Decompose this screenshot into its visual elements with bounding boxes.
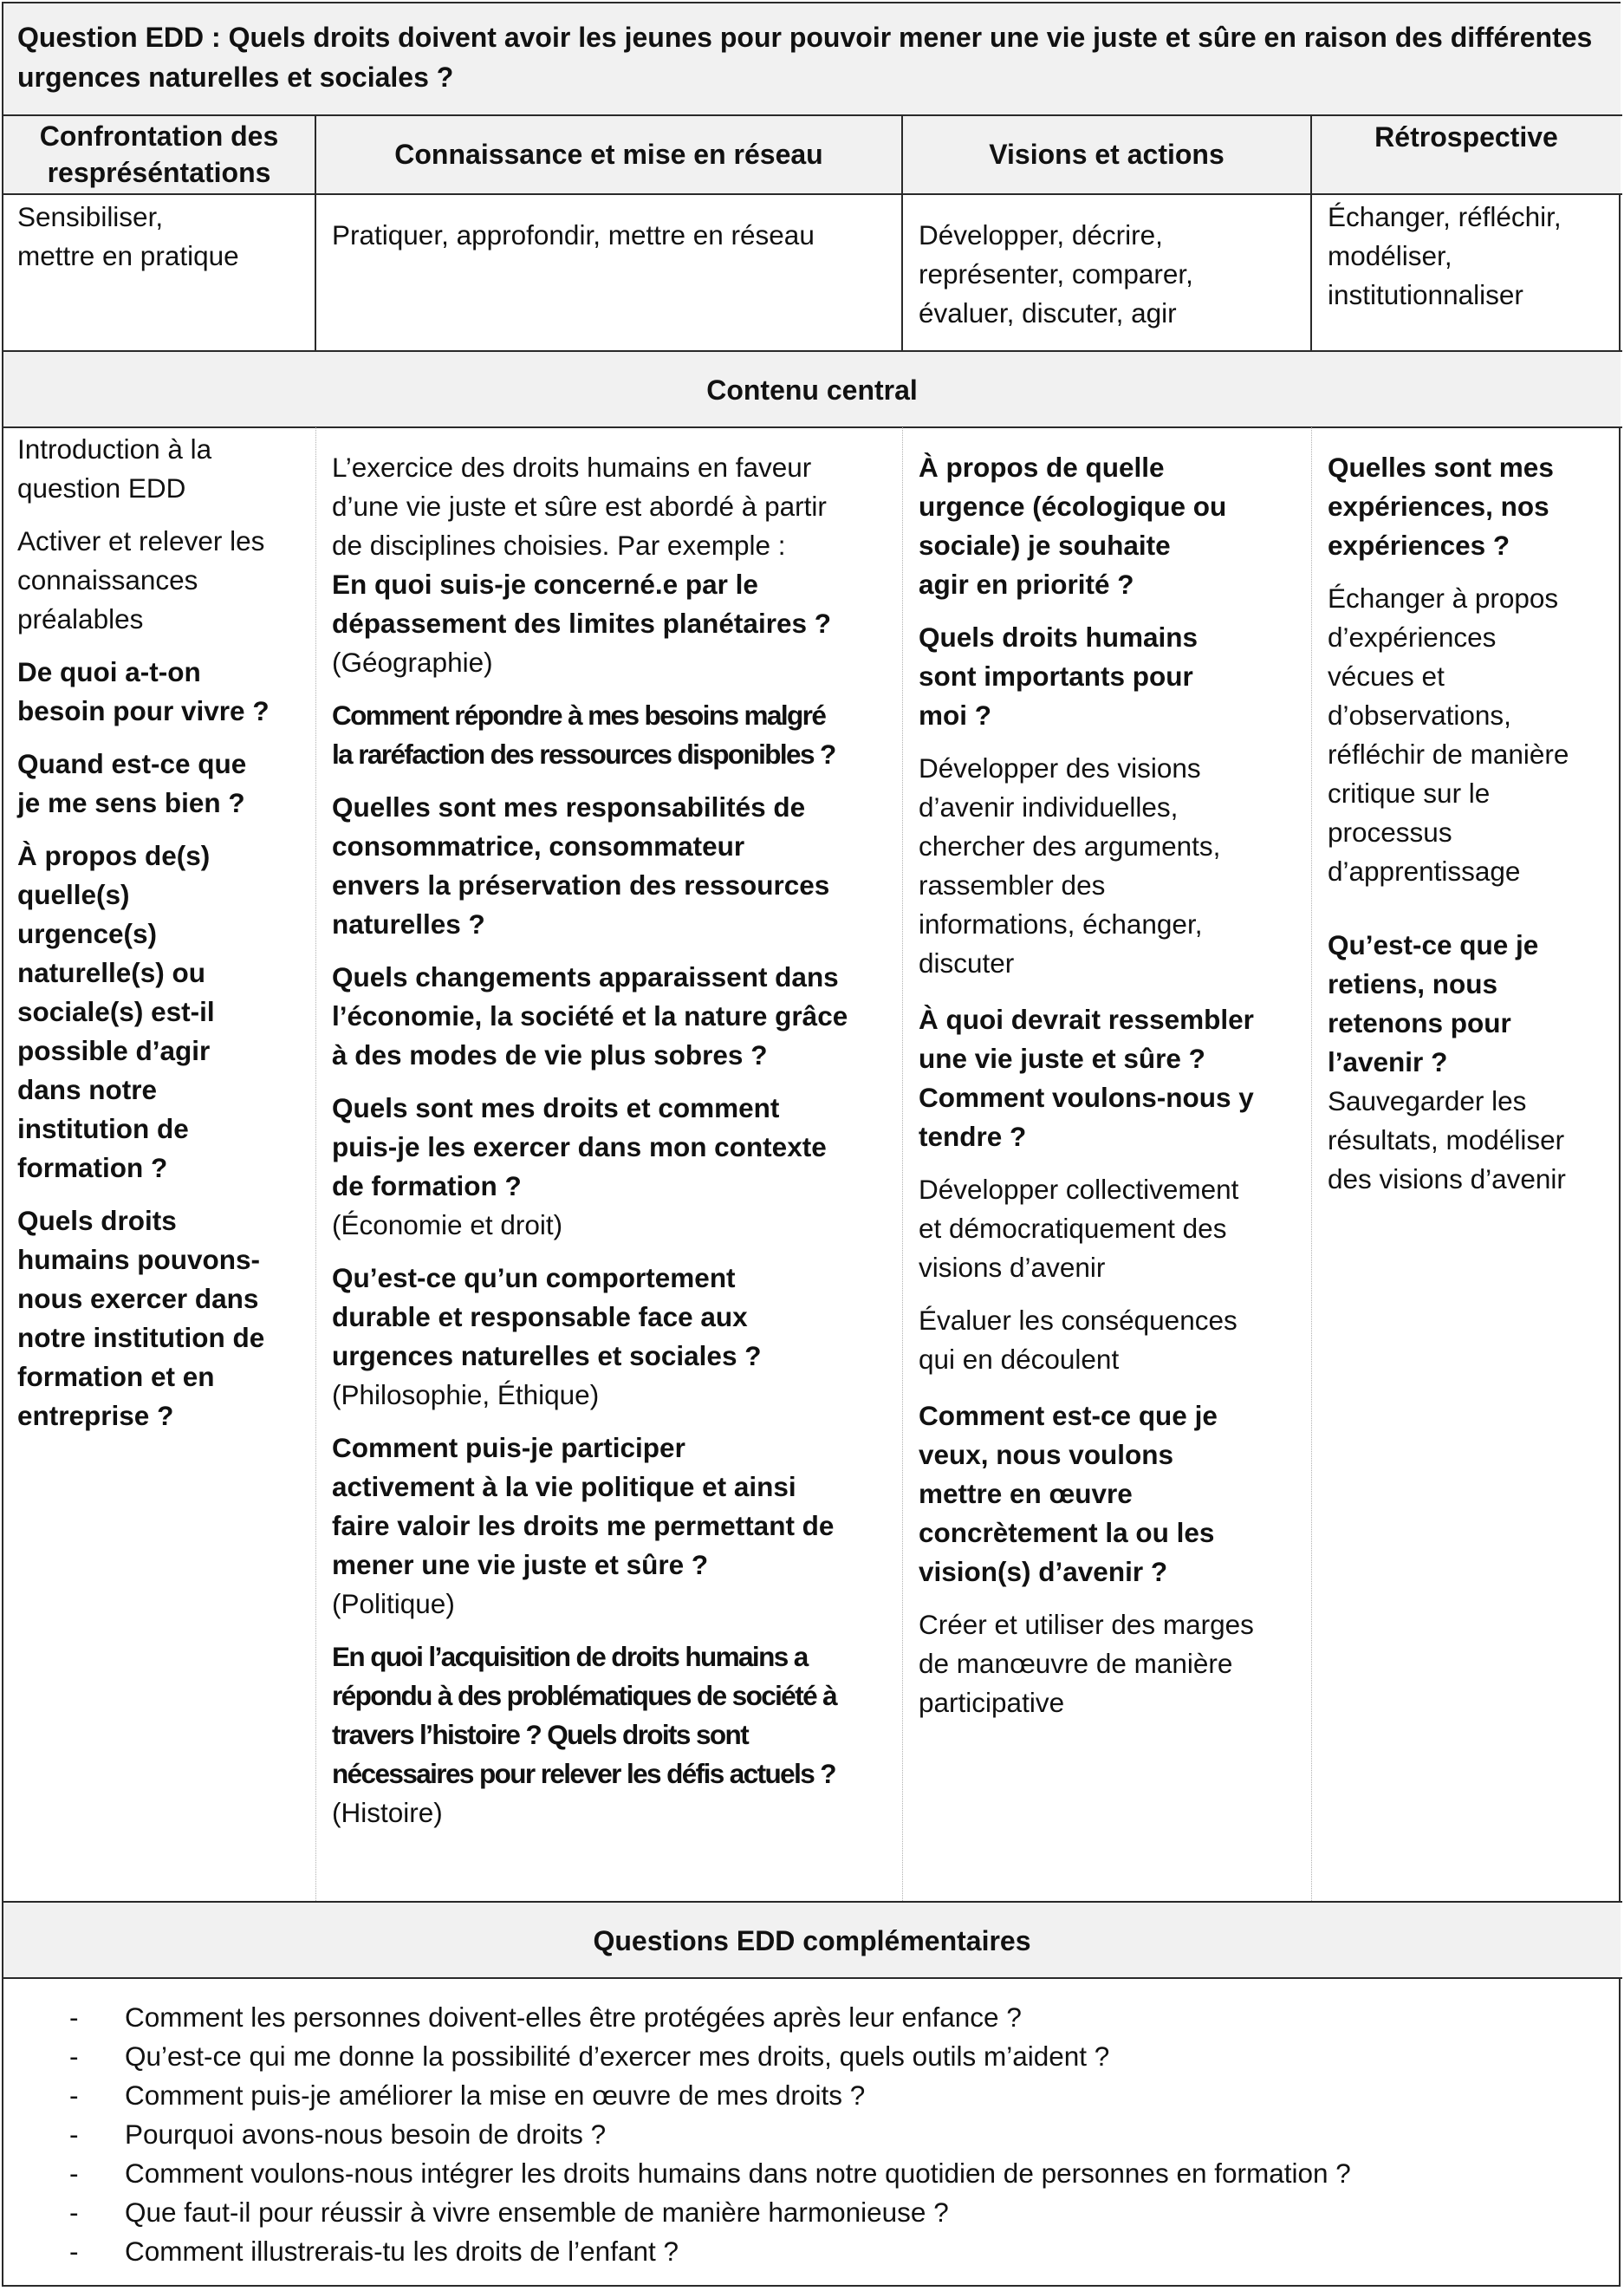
- text-line: réfléchir de manière: [1328, 739, 1569, 770]
- question-line: naturelles ?: [332, 908, 485, 940]
- text-line: Échanger à propos: [1328, 583, 1559, 614]
- question-line: concrètement la ou les: [919, 1517, 1215, 1548]
- text-line: des visions d’avenir: [1328, 1163, 1566, 1194]
- verbs-col-4: [1328, 198, 1562, 315]
- text-line: de disciplines choisies. Par exemple :: [332, 530, 786, 561]
- question-line: urgences naturelles et sociales ?: [332, 1340, 762, 1371]
- text-line: chercher des arguments,: [919, 830, 1221, 862]
- question-line: retiens, nous: [1328, 968, 1498, 999]
- question-line: formation et en: [17, 1361, 215, 1392]
- question-line: Quelles sont mes: [1328, 452, 1554, 483]
- subject-label: (Philosophie, Éthique): [332, 1379, 600, 1410]
- bullet: -: [69, 2158, 79, 2189]
- rule: [2, 350, 1622, 352]
- question-line: mener une vie juste et sûre ?: [332, 1549, 709, 1580]
- question-line: Quels changements apparaissent dans: [332, 961, 839, 993]
- subject-label: (Histoire): [332, 1797, 443, 1828]
- subject-label: (Économie et droit): [332, 1209, 563, 1240]
- question-line: Qu’est-ce qu’un comportement: [332, 1262, 736, 1293]
- extra-question-list: [69, 1998, 1351, 2271]
- question-line: urgence (écologique ou: [919, 491, 1227, 522]
- verb-line: mettre en pratique: [17, 240, 239, 271]
- list-item: [69, 2154, 1351, 2193]
- bullet: -: [69, 2040, 79, 2072]
- content-col-1: [17, 430, 270, 1435]
- column-header-connaissance: Connaissance et mise en réseau: [394, 139, 823, 170]
- question-line: puis-je les exercer dans mon contexte: [332, 1131, 827, 1162]
- verb-line: Échanger, réfléchir,: [1328, 201, 1562, 232]
- text-line: Sauvegarder les: [1328, 1085, 1527, 1116]
- text-line: qui en découlent: [919, 1344, 1120, 1375]
- verbs-col-2: [332, 216, 815, 255]
- question-line: possible d’agir: [17, 1035, 211, 1066]
- list-item: [69, 2037, 1351, 2076]
- subject-label: (Politique): [332, 1588, 455, 1619]
- question-line: notre institution de: [17, 1322, 265, 1353]
- text-line: résultats, modéliser: [1328, 1124, 1565, 1155]
- list-item: [69, 2076, 1351, 2115]
- rule: [2, 426, 1622, 428]
- question-line: Comment répondre à mes besoins malgré: [332, 700, 826, 731]
- question-line: Comment voulons-nous y: [919, 1082, 1254, 1113]
- verbs-col-3: [919, 216, 1193, 333]
- text-line: d’expériences: [1328, 622, 1497, 653]
- column-divider: [1311, 427, 1312, 1901]
- question-line: à des modes de vie plus sobres ?: [332, 1039, 768, 1071]
- question-line: moi ?: [919, 700, 991, 731]
- text-line: informations, échanger,: [919, 908, 1203, 940]
- question-line: besoin pour vivre ?: [17, 695, 270, 726]
- text-line: vécues et: [1328, 661, 1445, 692]
- question-line: À propos de quelle: [919, 452, 1165, 483]
- question-text: Comment illustrerais-tu les droits de l’enfant ?: [125, 2236, 679, 2267]
- text-line: d’observations,: [1328, 700, 1511, 731]
- question-line: veux, nous voulons: [919, 1439, 1174, 1470]
- question-text: Que faut-il pour réussir à vivre ensemble de manière harmonieuse ?: [125, 2197, 949, 2228]
- text-line: Introduction à la: [17, 433, 212, 465]
- content-col-2: [332, 448, 848, 1832]
- question-line: quelle(s): [17, 879, 130, 910]
- verb-line: Développer, décrire,: [919, 219, 1163, 251]
- verbs-col-1: [17, 198, 239, 276]
- verb-line: modéliser,: [1328, 240, 1452, 271]
- text-line: question EDD: [17, 472, 186, 504]
- question-line: Quand est-ce que: [17, 748, 247, 779]
- question-text: Comment les personnes doivent-elles être protégées après leur enfance ?: [125, 2001, 1022, 2033]
- question-line: Quelles sont mes responsabilités de: [332, 791, 806, 823]
- question-line: institution de: [17, 1113, 189, 1144]
- text-line: et démocratiquement des: [919, 1213, 1227, 1244]
- list-item: [69, 2115, 1351, 2154]
- question-line: nécessaires pour relever les défis actuels ?: [332, 1758, 835, 1789]
- text-line: de manœuvre de manière: [919, 1648, 1233, 1679]
- question-line: répondu à des problématiques de société à: [332, 1680, 837, 1711]
- column-header-confrontation: Confrontation des respréséntations: [39, 120, 279, 188]
- extra-title: Questions EDD complémentaires: [593, 1925, 1031, 1956]
- text-line: d’apprentissage: [1328, 856, 1521, 887]
- question-text: Comment voulons-nous intégrer les droits humains dans notre quotidien de personnes en formation ?: [125, 2158, 1351, 2189]
- bullet: -: [69, 2119, 79, 2150]
- rule: [2, 1901, 1622, 1903]
- question-line: Comment est-ce que je: [919, 1400, 1218, 1431]
- question-line: faire valoir les droits me permettant de: [332, 1510, 835, 1541]
- bullet: -: [69, 2197, 79, 2228]
- question-line: agir en priorité ?: [919, 569, 1134, 600]
- question-line: Quels sont mes droits et comment: [332, 1092, 780, 1123]
- content-col-3: [919, 448, 1254, 1722]
- question-line: l’avenir ?: [1328, 1046, 1448, 1077]
- text-line: L’exercice des droits humains en faveur: [332, 452, 812, 483]
- bullet: -: [69, 2001, 79, 2033]
- rule: [2, 193, 1622, 195]
- question-line: dépassement des limites planétaires ?: [332, 608, 831, 639]
- question-text: Qu’est-ce qui me donne la possibilité d’exercer mes droits, quels outils m’aident ?: [125, 2040, 1110, 2072]
- text-line: visions d’avenir: [919, 1252, 1106, 1283]
- question-line: durable et responsable face aux: [332, 1301, 748, 1332]
- subject-label: (Géographie): [332, 647, 493, 678]
- verb-line: Pratiquer, approfondir, mettre en réseau: [332, 219, 815, 251]
- question-text: Pourquoi avons-nous besoin de droits ?: [125, 2119, 607, 2150]
- column-divider: [902, 427, 903, 1901]
- question-line: dans notre: [17, 1074, 158, 1105]
- question-line: une vie juste et sûre ?: [919, 1043, 1205, 1074]
- question-line: mettre en œuvre: [919, 1478, 1133, 1509]
- question-line: Qu’est-ce que je: [1328, 929, 1539, 960]
- question-line: naturelle(s) ou: [17, 957, 206, 988]
- column-header-retrospective: Rétrospective: [1374, 121, 1558, 153]
- question-line: À propos de(s): [17, 840, 211, 871]
- verb-line: représenter, comparer,: [919, 258, 1193, 290]
- question-text: Comment puis-je améliorer la mise en œuvre de mes droits ?: [125, 2079, 866, 2111]
- question-line: En quoi suis-je concerné.e par le: [332, 569, 758, 600]
- text-line: Développer collectivement: [919, 1174, 1239, 1205]
- question-line: formation ?: [17, 1152, 168, 1183]
- content-col-4: [1328, 448, 1569, 1199]
- question-line: travers l’histoire ? Quels droits sont: [332, 1719, 749, 1750]
- text-line: Développer des visions: [919, 752, 1201, 784]
- question-line: tendre ?: [919, 1121, 1027, 1152]
- text-line: Évaluer les conséquences: [919, 1305, 1237, 1336]
- text-line: d’avenir individuelles,: [919, 791, 1179, 823]
- text-line: critique sur le: [1328, 778, 1491, 809]
- question-line: À quoi devrait ressembler: [919, 1004, 1254, 1035]
- text-line: processus: [1328, 817, 1452, 848]
- question-line: Quels droits: [17, 1205, 177, 1236]
- question-line: sont importants pour: [919, 661, 1193, 692]
- question-line: entreprise ?: [17, 1400, 174, 1431]
- question-line: sociale(s) est-il: [17, 996, 215, 1027]
- question-line: de formation ?: [332, 1170, 522, 1201]
- text-line: participative: [919, 1687, 1065, 1718]
- bullet: -: [69, 2079, 79, 2111]
- text-line: Activer et relever les: [17, 525, 265, 556]
- question-line: consommatrice, consommateur: [332, 830, 745, 862]
- verb-line: évaluer, discuter, agir: [919, 297, 1177, 329]
- question-line: expériences ?: [1328, 530, 1510, 561]
- question-line: je me sens bien ?: [17, 787, 245, 818]
- column-divider: [315, 427, 316, 1901]
- text-line: discuter: [919, 947, 1015, 979]
- question-line: sociale) je souhaite: [919, 530, 1171, 561]
- list-item: [69, 2232, 1351, 2271]
- question-line: retenons pour: [1328, 1007, 1511, 1038]
- question-line: l’économie, la société et la nature grâce: [332, 1000, 848, 1032]
- question-line: la raréfaction des ressources disponibles ?: [332, 739, 835, 770]
- text-line: connaissances: [17, 564, 198, 596]
- question-title: Question EDD : Quels droits doivent avoir les jeunes pour pouvoir mener une vie juste et sûre en raison des différentes urgences naturelles et sociales ?: [17, 22, 1593, 93]
- bullet: -: [69, 2236, 79, 2267]
- list-item: [69, 1998, 1351, 2037]
- column-header-visions: Visions et actions: [989, 139, 1224, 170]
- question-line: nous exercer dans: [17, 1283, 259, 1314]
- question-line: humains pouvons-: [17, 1244, 261, 1275]
- text-line: Créer et utiliser des marges: [919, 1609, 1254, 1640]
- question-line: expériences, nos: [1328, 491, 1549, 522]
- verb-line: institutionnaliser: [1328, 279, 1523, 310]
- question-line: De quoi a-t-on: [17, 656, 201, 687]
- question-line: vision(s) d’avenir ?: [919, 1556, 1168, 1587]
- rule: [2, 1977, 1622, 1979]
- list-item: [69, 2193, 1351, 2232]
- central-title: Contenu central: [706, 374, 918, 406]
- text-line: rassembler des: [919, 869, 1106, 901]
- question-line: En quoi l’acquisition de droits humains a: [332, 1641, 808, 1672]
- question-line: envers la préservation des ressources: [332, 869, 830, 901]
- question-line: Comment puis-je participer: [332, 1432, 685, 1463]
- question-line: urgence(s): [17, 918, 158, 949]
- text-line: préalables: [17, 603, 144, 635]
- verb-line: Sensibiliser,: [17, 201, 164, 232]
- text-line: d’une vie juste et sûre est abordé à partir: [332, 491, 827, 522]
- question-line: activement à la vie politique et ainsi: [332, 1471, 796, 1502]
- question-line: Quels droits humains: [919, 622, 1199, 653]
